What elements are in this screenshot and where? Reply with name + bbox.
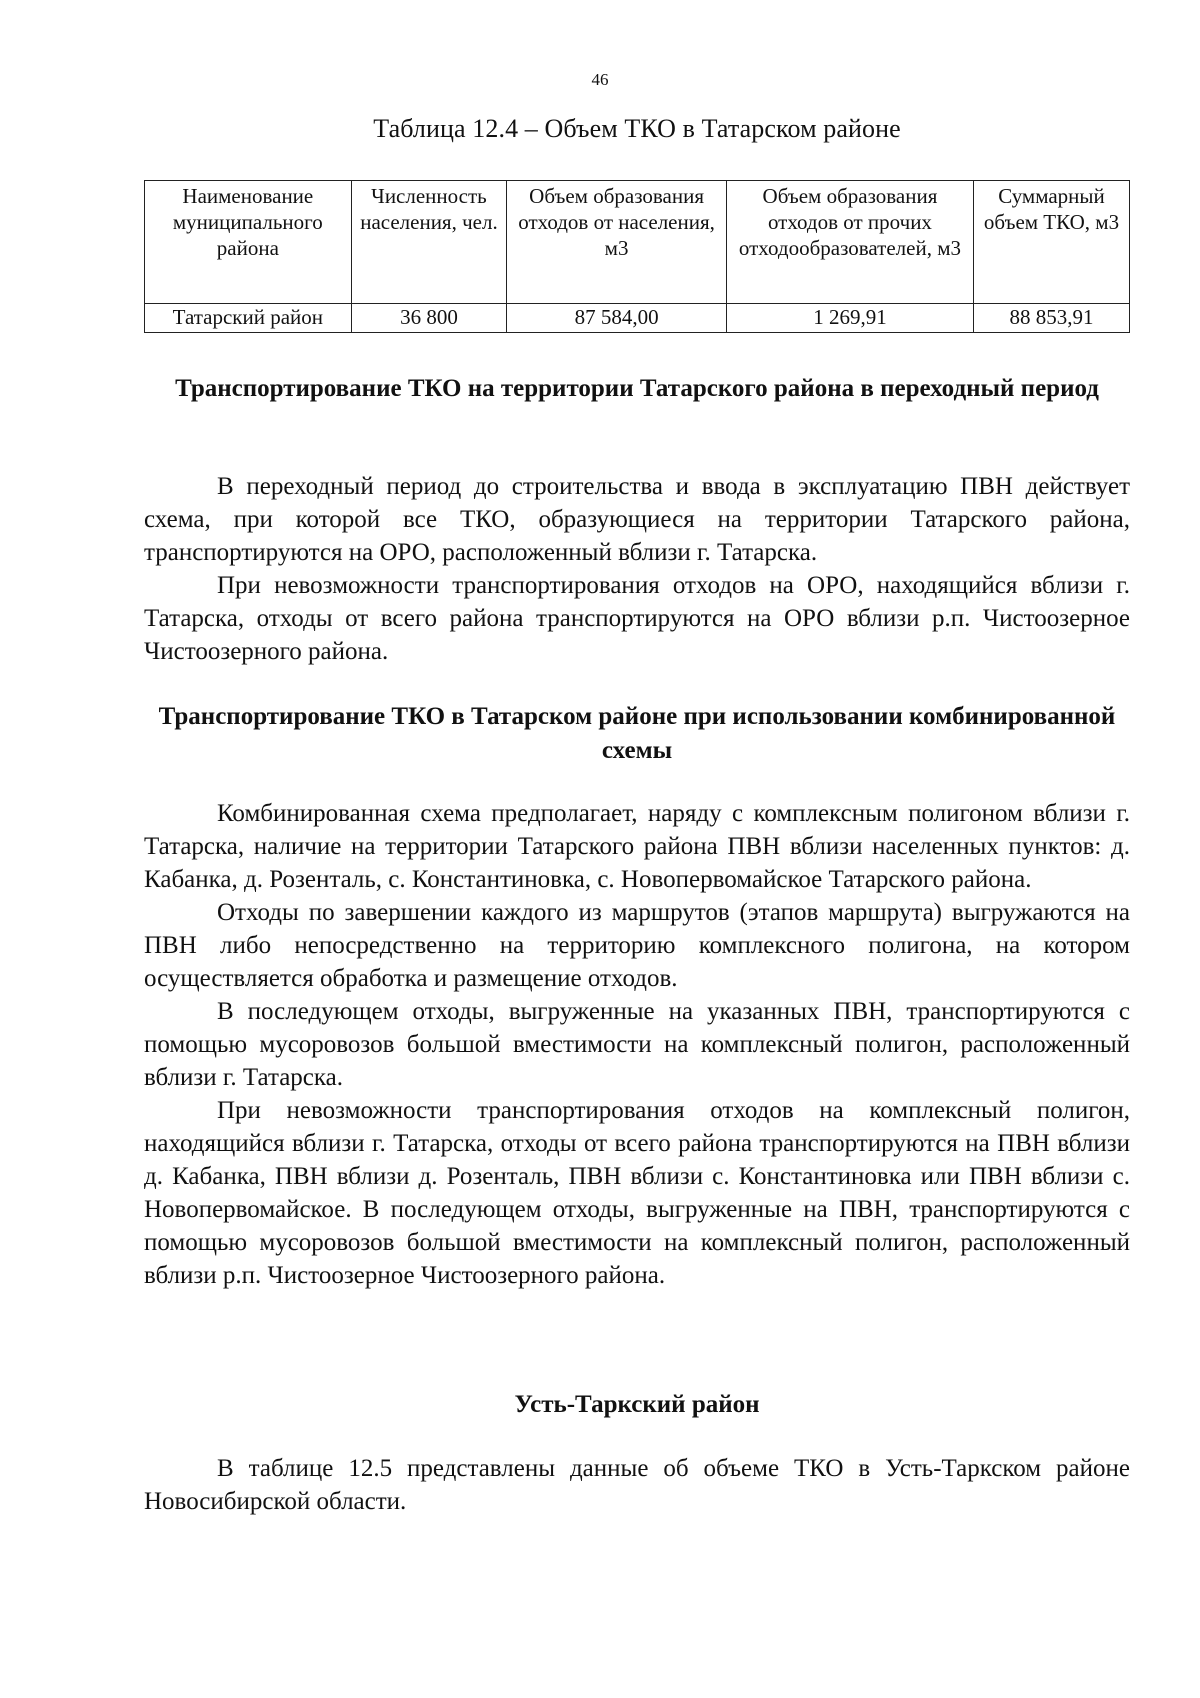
paragraph: В последующем отходы, выгруженные на указанных ПВН, транспортируются с помощью мусоровозов большой вместимости на комплексный полигон, расположенный вблизи г. Татарска. [144, 998, 1130, 1091]
paragraph: Комбинированная схема предполагает, наряду с комплексным полигоном вблизи г. Татарска, наличие на территории Татарского района ПВН вблизи населенных пунктов: д. Кабанка, д. Розенталь, с. Константиновка, с. Новопервомайское Татарского района. [144, 800, 1130, 893]
table-header-cell: Численность населения, чел. [351, 181, 507, 304]
table-header-cell: Объем образования отходов от населения, м3 [507, 181, 727, 304]
paragraph: Отходы по завершении каждого из маршрутов (этапов маршрута) выгружаются на ПВН либо непосредственно на территорию комплексного полигона, на котором осуществляется обработка и размещение отходов. [144, 899, 1130, 992]
table-row [145, 304, 1130, 333]
table-cell: 87 584,00 [507, 304, 727, 333]
section-body [144, 470, 1130, 668]
tko-volume-table [144, 180, 1130, 333]
table-header-cell: Объем образования отходов от прочих отходообразователей, м3 [726, 181, 973, 304]
section-body [144, 797, 1130, 1292]
section-heading: Усть-Таркский район [514, 1391, 760, 1418]
paragraph: В переходный период до строительства и ввода в эксплуатацию ПВН действует схема, при которой все ТКО, образующиеся на территории Татарского района, транспортируются на ОРО, расположенный вблизи г. Татарска. [144, 473, 1130, 566]
paragraph: При невозможности транспортирования отходов на ОРО, находящийся вблизи г. Татарска, отходы от всего района транспортируются на ОРО вблизи р.п. Чистоозерное Чистоозерного района. [144, 572, 1130, 665]
table-cell: 36 800 [351, 304, 507, 333]
table-cell: 88 853,91 [974, 304, 1130, 333]
page-number: 46 [591, 70, 609, 89]
paragraph: При невозможности транспортирования отходов на комплексный полигон, находящийся вблизи г. Татарска, отходы от всего района транспортируются на ПВН вблизи д. Кабанка, ПВН вблизи д. Розенталь, ПВН вблизи с. Константиновка или ПВН вблизи с. Новопервомайское. В последующем отходы, выгруженные на ПВН, транспортируются с помощью мусоровозов большой вместимости на комплексный полигон, расположенный вблизи р.п. Чистоозерное Чистоозерного района. [144, 1097, 1130, 1289]
section-body [144, 1452, 1130, 1518]
table-header-row [145, 181, 1130, 304]
table-header-cell: Суммарный объем ТКО, м3 [974, 181, 1130, 304]
section-heading: Транспортирование ТКО на территории Татарского района в переходный период [175, 375, 1099, 402]
table-cell: 1 269,91 [726, 304, 973, 333]
paragraph: В таблице 12.5 представлены данные об объеме ТКО в Усть-Таркском районе Новосибирской области. [144, 1455, 1130, 1515]
table-header-cell: Наименование муниципального района [145, 181, 352, 304]
table-cell: Татарский район [145, 304, 352, 333]
table-caption: Таблица 12.4 – Объем ТКО в Татарском районе [373, 114, 901, 143]
section-heading: Транспортирование ТКО в Татарском районе при использовании комбинированной схемы [158, 703, 1116, 764]
